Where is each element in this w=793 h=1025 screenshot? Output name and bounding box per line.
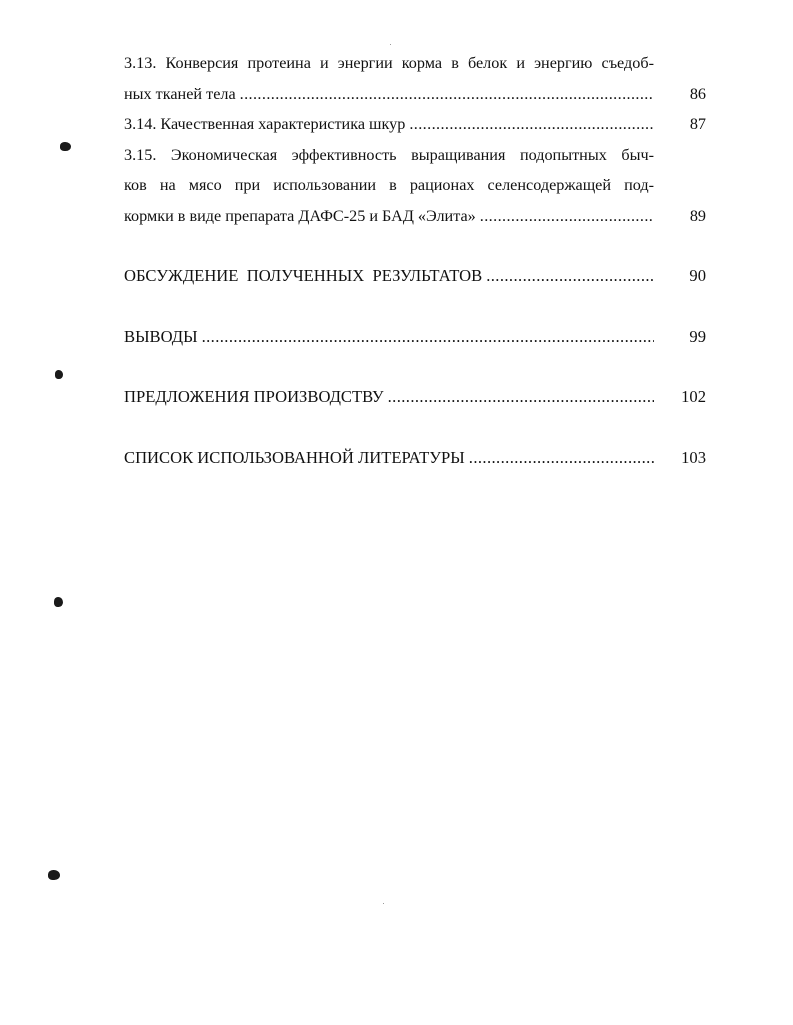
scan-speck	[54, 597, 63, 607]
dot-leader	[202, 322, 654, 353]
toc-section-title: ПРЕДЛОЖЕНИЯ ПРОИЗВОДСТВУ	[124, 387, 384, 406]
dot-leader	[480, 201, 654, 232]
toc-entry-line-with-leader	[124, 201, 654, 232]
spacer	[124, 352, 714, 382]
dot-leader	[240, 79, 654, 110]
scan-speck	[55, 370, 63, 379]
toc-entry-line: 3.14. Качественная характеристика шкур	[124, 115, 406, 133]
dot-leader	[469, 443, 654, 474]
toc-entry-line: ков на мясо при использовании в рационах селенсодержащей под-	[124, 176, 654, 194]
toc-section-title: ВЫВОДЫ	[124, 326, 198, 346]
toc-section-proposals[interactable]	[124, 382, 714, 413]
toc-section-conclusions[interactable]	[124, 322, 714, 353]
scan-dot	[383, 903, 384, 904]
toc-section-line	[124, 443, 654, 474]
spacer	[124, 413, 714, 443]
toc-entry-line-with-leader	[124, 79, 654, 110]
toc-entry-3-13[interactable]	[124, 48, 714, 109]
toc-section-line	[124, 261, 654, 292]
scan-speck	[48, 870, 60, 880]
table-of-contents	[124, 48, 714, 473]
toc-entry-line: кормки в виде препарата ДАФС-25 и БАД «Элита»	[124, 206, 476, 225]
toc-entry-line: 3.13. Конверсия протеина и энергии корма в белок и энергию съедоб-	[124, 54, 654, 72]
dot-leader	[388, 382, 654, 413]
toc-page-number: 86	[689, 84, 706, 103]
toc-section-title: ОБСУЖДЕНИЕ ПОЛУЧЕННЫХ РЕЗУЛЬТАТОВ	[124, 266, 483, 285]
toc-entry-line: ных тканей тела	[124, 84, 236, 103]
toc-page-number: 90	[689, 266, 706, 285]
toc-entry-3-15[interactable]	[124, 140, 714, 232]
toc-page-number: 102	[681, 387, 706, 406]
spacer	[124, 292, 714, 322]
dot-leader	[486, 261, 654, 292]
spacer	[124, 231, 714, 261]
toc-section-title: СПИСОК ИСПОЛЬЗОВАННОЙ ЛИТЕРАТУРЫ	[124, 447, 465, 467]
toc-section-line	[124, 382, 654, 413]
toc-page-number: 99	[689, 326, 706, 346]
toc-entry-line: 3.15. Экономическая эффективность выращивания подопытных быч-	[124, 145, 654, 164]
toc-entry-line-with-leader	[124, 109, 654, 140]
toc-section-references[interactable]	[124, 443, 714, 474]
toc-section-line	[124, 322, 654, 353]
dot-leader	[409, 109, 654, 140]
toc-section-discussion[interactable]	[124, 261, 714, 292]
toc-page-number: 103	[681, 447, 706, 467]
scan-speck	[60, 142, 71, 151]
toc-page-number: 89	[689, 206, 706, 225]
toc-entry-3-14[interactable]	[124, 109, 714, 140]
toc-page-number: 87	[689, 115, 706, 133]
scan-dot	[390, 44, 391, 45]
